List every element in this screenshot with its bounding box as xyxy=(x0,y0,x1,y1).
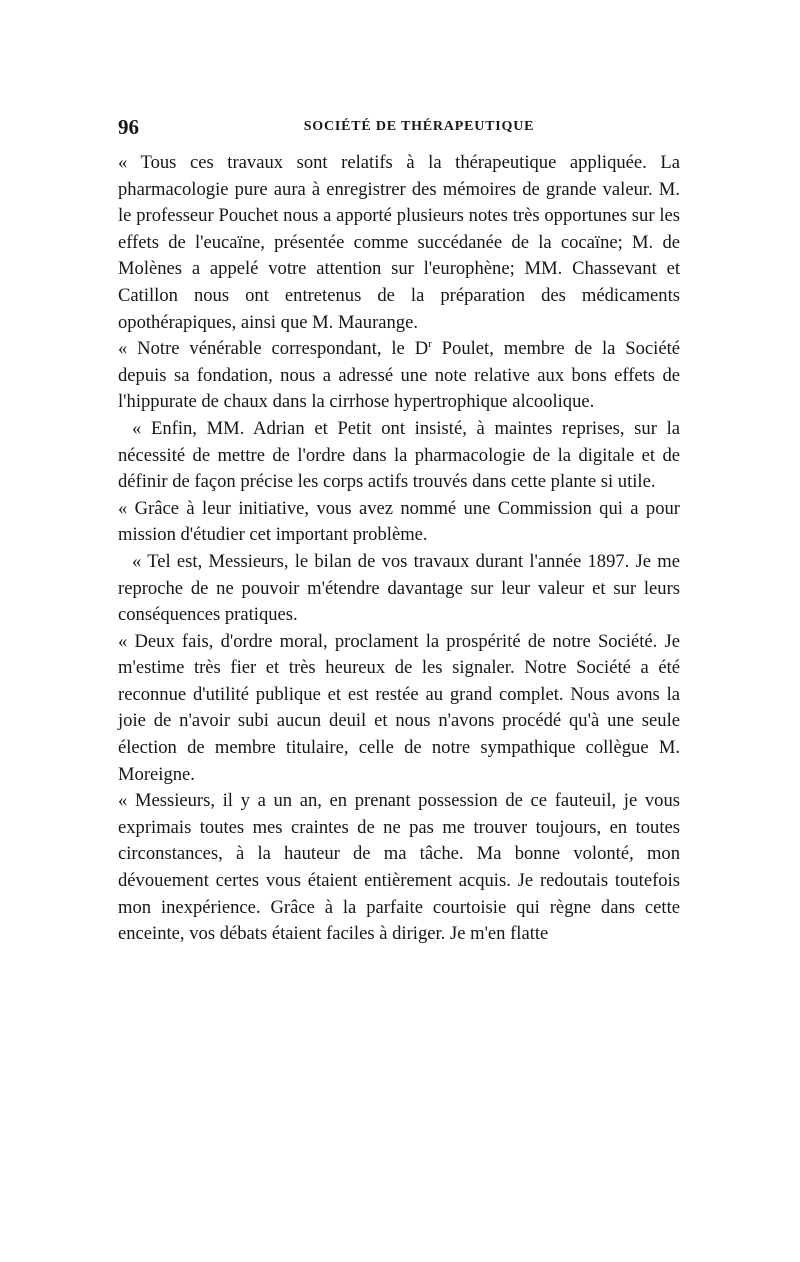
paragraph-poulet-end: Poulet, membre de la Société depuis sa fondation, nous a adressé une note relative aux bons effets de l'hippurate de chaux dans la cirrhose hypertrophique alcoolique. xyxy=(118,338,680,413)
paragraph-commission: « Grâce à leur initiative, vous avez nommé une Commission qui a pour mission d'étudier cet important problème. xyxy=(118,497,680,546)
paragraph-poulet xyxy=(118,336,680,416)
running-title: SOCIÉTÉ DE THÉRAPEUTIQUE xyxy=(303,119,535,134)
page-number: 96 xyxy=(118,115,139,139)
doctor-superscript: r xyxy=(428,337,432,350)
paragraph-moral-facts: « Deux fais, d'ordre moral, proclament la prospérité de notre Société. Je m'estime très fier et très heureux de les signaler. Notre Société a été reconnue d'utilité publique et est restée au grand complet. Nous avons la joie de n'avoir subi aucun deuil et nous n'avons procédé qu'à une seule élection de membre titulaire, celle de notre sympathique collègue M. Moreigne. xyxy=(118,630,680,785)
paragraph-adrian-petit: « Enfin, MM. Adrian et Petit ont insisté, à maintes reprises, sur la nécessité de mettre de l'ordre dans la pharmacologie de la digitale et de définir de façon précise les corps actifs trouvés dans cette plante si utile. xyxy=(118,417,680,493)
body-text xyxy=(118,150,680,948)
paragraph-year-summary: « Tel est, Messieurs, le bilan de vos travaux durant l'année 1897. Je me reproche de ne pouvoir m'étendre davantage sur leur valeur et sur leurs conséquences pratiques. xyxy=(118,550,680,626)
paragraph-closing: « Messieurs, il y a un an, en prenant possession de ce fauteuil, je vous exprimais toutes mes craintes de ne pas me trouver toujours, en toutes circonstances, à la hauteur de ma tâche. Ma bonne volonté, mon dévouement certes vous étaient entièrement acquis. Je redoutais toutefois mon inexpérience. Grâce à la parfaite courtoisie qui règne dans cette enceinte, vos débats étaient faciles à diriger. Je m'en flatte xyxy=(118,790,680,945)
paragraph-poulet-start: « Notre vénérable correspondant, le D xyxy=(118,338,429,360)
running-header xyxy=(118,112,680,142)
paragraph-therapeutic-works: « Tous ces travaux sont relatifs à la thérapeutique appliquée. La pharmacologie pure aura à enregistrer des mémoires de grande valeur. M. le professeur Pouchet nous a apporté plusieurs notes très opportunes sur les effets de l'eucaïne, présentée comme succédanée de la cocaïne; M. de Molènes a appelé votre attention sur l'europhène; MM. Chassevant et Catillon nous ont entretenus de la préparation des médicaments opothérapiques, ainsi que M. Maurange. xyxy=(118,152,680,333)
